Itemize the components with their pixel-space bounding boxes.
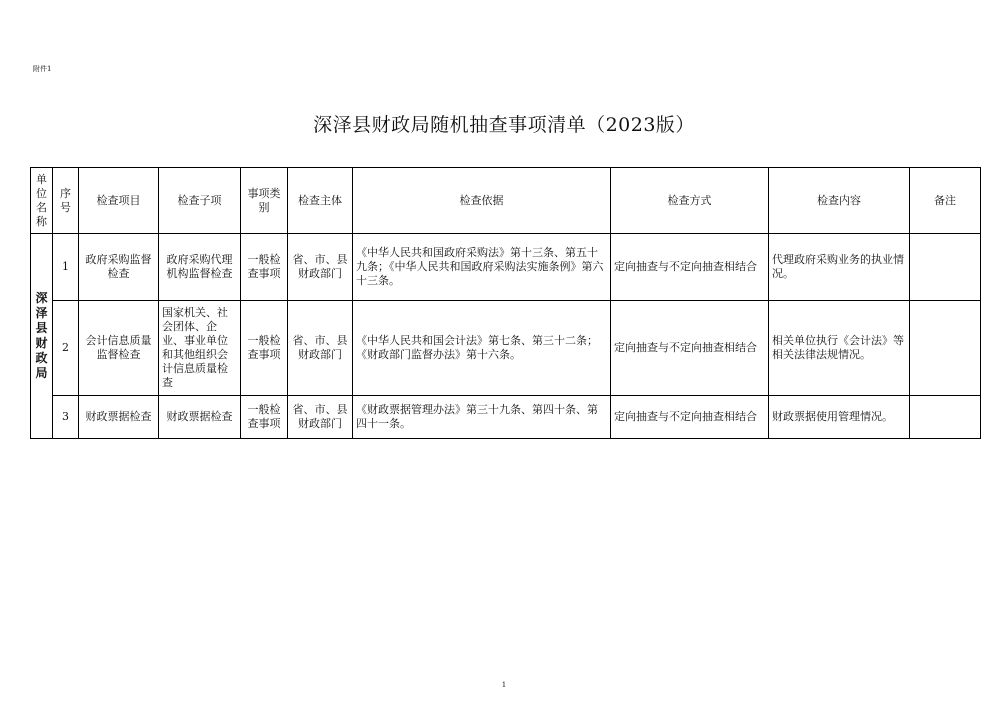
header-no: 序号 bbox=[53, 168, 79, 234]
row-basis: 《财政票据管理办法》第三十九条、第四十条、第四十一条。 bbox=[353, 396, 611, 439]
unit-name-cell: 深泽县财政局 bbox=[31, 234, 53, 439]
row-no: 2 bbox=[53, 301, 79, 396]
table-row bbox=[31, 396, 981, 439]
row-basis: 《中华人民共和国会计法》第七条、第三十二条；《财政部门监督办法》第十六条。 bbox=[353, 301, 611, 396]
header-remark: 备注 bbox=[910, 168, 981, 234]
row-content: 财政票据使用管理情况。 bbox=[769, 396, 910, 439]
attachment-label: 附件1 bbox=[33, 65, 52, 73]
row-category: 一般检查事项 bbox=[241, 396, 288, 439]
table-row bbox=[31, 301, 981, 396]
header-unit: 单位名称 bbox=[31, 168, 53, 234]
row-subject: 省、市、县财政部门 bbox=[288, 301, 353, 396]
table-row bbox=[31, 234, 981, 301]
row-method: 定向抽查与不定向抽查相结合 bbox=[611, 301, 769, 396]
row-content: 相关单位执行《会计法》等相关法律法规情况。 bbox=[769, 301, 910, 396]
header-content: 检查内容 bbox=[769, 168, 910, 234]
row-subitem: 国家机关、社会团体、企业、事业单位和其他组织会计信息质量检查 bbox=[159, 301, 241, 396]
row-no: 3 bbox=[53, 396, 79, 439]
header-method: 检查方式 bbox=[611, 168, 769, 234]
row-remark bbox=[910, 234, 981, 301]
row-content: 代理政府采购业务的执业情况。 bbox=[769, 234, 910, 301]
row-item: 会计信息质量监督检查 bbox=[79, 301, 159, 396]
header-item: 检查项目 bbox=[79, 168, 159, 234]
header-basis: 检查依据 bbox=[353, 168, 611, 234]
row-category: 一般检查事项 bbox=[241, 234, 288, 301]
row-item: 财政票据检查 bbox=[79, 396, 159, 439]
row-item: 政府采购监督检查 bbox=[79, 234, 159, 301]
row-remark bbox=[910, 301, 981, 396]
row-category: 一般检查事项 bbox=[241, 301, 288, 396]
row-method: 定向抽查与不定向抽查相结合 bbox=[611, 234, 769, 301]
header-subitem: 检查子项 bbox=[159, 168, 241, 234]
row-basis: 《中华人民共和国政府采购法》第十三条、第五十九条；《中华人民共和国政府采购法实施条例》第六十三条。 bbox=[353, 234, 611, 301]
row-method: 定向抽查与不定向抽查相结合 bbox=[611, 396, 769, 439]
row-subitem: 财政票据检查 bbox=[159, 396, 241, 439]
row-subject: 省、市、县财政部门 bbox=[288, 396, 353, 439]
row-no: 1 bbox=[53, 234, 79, 301]
row-subject: 省、市、县财政部门 bbox=[288, 234, 353, 301]
table-header-row bbox=[31, 168, 981, 234]
page-title: 深泽县财政局随机抽查事项清单（2023版） bbox=[313, 114, 695, 136]
row-subitem: 政府采购代理机构监督检查 bbox=[159, 234, 241, 301]
header-category: 事项类别 bbox=[241, 168, 288, 234]
page-number: 1 bbox=[501, 681, 507, 689]
header-subject: 检查主体 bbox=[288, 168, 353, 234]
row-remark bbox=[910, 396, 981, 439]
inspection-table bbox=[30, 167, 981, 439]
